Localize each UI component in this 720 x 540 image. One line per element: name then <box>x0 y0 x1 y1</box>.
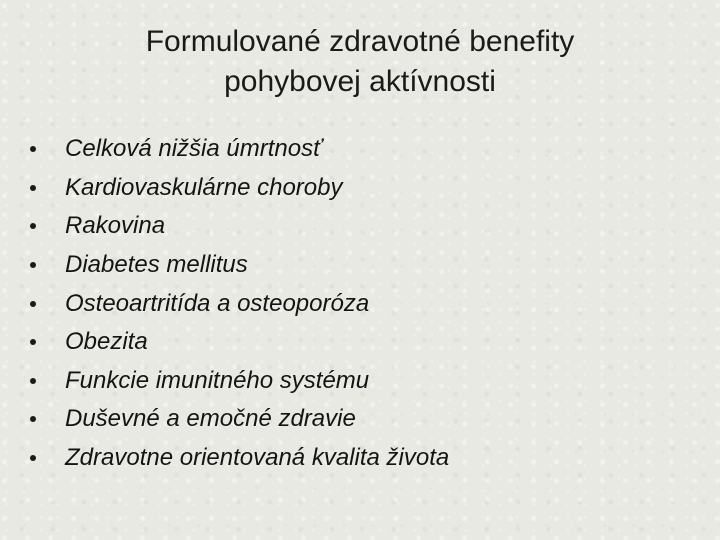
slide-title <box>0 22 720 102</box>
bullet-list <box>30 130 449 477</box>
bullet-text: Diabetes mellitus <box>65 251 248 279</box>
list-item <box>30 130 449 169</box>
bullet-icon <box>30 339 36 345</box>
list-item <box>30 362 449 401</box>
list-item <box>30 323 449 362</box>
bullet-text: Duševné a emočné zdravie <box>65 405 356 433</box>
bullet-text: Zdravotne orientovaná kvalita života <box>65 444 450 472</box>
bullet-icon <box>30 185 36 191</box>
list-item <box>30 169 449 208</box>
list-item <box>30 207 449 246</box>
bullet-icon <box>30 301 36 307</box>
bullet-icon <box>30 223 36 229</box>
bullet-text: Celková nižšia úmrtnosť <box>65 135 322 163</box>
list-item <box>30 439 449 478</box>
list-item <box>30 400 449 439</box>
list-item <box>30 246 449 285</box>
bullet-icon <box>30 378 36 384</box>
bullet-text: Osteoartritída a osteoporóza <box>65 289 370 317</box>
bullet-icon <box>30 455 36 461</box>
bullet-text: Obezita <box>65 328 148 356</box>
list-item <box>30 284 449 323</box>
bullet-text: Rakovina <box>65 212 166 240</box>
bullet-icon <box>30 416 36 422</box>
bullet-icon <box>30 262 36 268</box>
title-line-2: pohybovej aktívnosti <box>224 65 496 98</box>
title-line-1: Formulované zdravotné benefity <box>145 25 575 58</box>
bullet-text: Funkcie imunitného systému <box>65 366 370 394</box>
bullet-icon <box>30 146 36 152</box>
bullet-text: Kardiovaskulárne choroby <box>65 173 343 201</box>
